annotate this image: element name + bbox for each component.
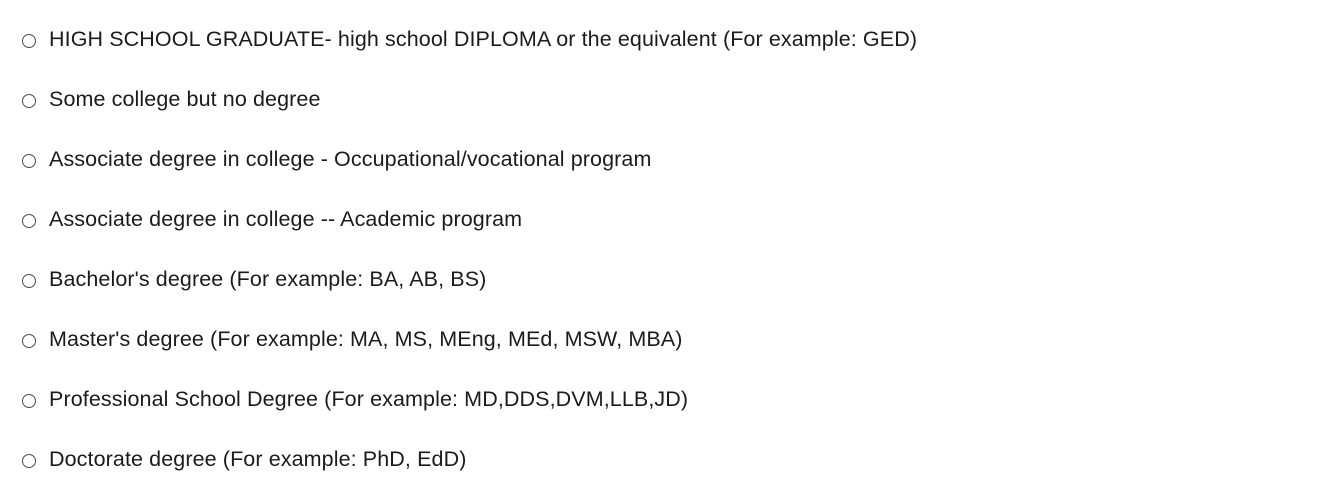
radio-button-icon[interactable] [22, 214, 36, 228]
radio-button-icon[interactable] [22, 154, 36, 168]
list-item[interactable] [0, 190, 1336, 250]
list-item[interactable] [0, 130, 1336, 190]
option-label: Associate degree in college - Occupational/vocational program [49, 147, 652, 172]
radio-button-icon[interactable] [22, 274, 36, 288]
list-item[interactable] [0, 10, 1336, 70]
option-label: Associate degree in college -- Academic program [49, 207, 523, 232]
radio-button-icon[interactable] [22, 334, 36, 348]
list-item[interactable] [0, 310, 1336, 370]
list-item[interactable] [0, 250, 1336, 310]
radio-button-icon[interactable] [22, 394, 36, 408]
list-item[interactable] [0, 70, 1336, 130]
option-label: Some college but no degree [49, 87, 321, 112]
list-item[interactable] [0, 430, 1336, 490]
option-label: Master's degree (For example: MA, MS, MEng, MEd, MSW, MBA) [49, 327, 683, 352]
option-label: Professional School Degree (For example: MD,DDS,DVM,LLB,JD) [49, 387, 689, 412]
radio-button-icon[interactable] [22, 454, 36, 468]
option-label: Bachelor's degree (For example: BA, AB, BS) [49, 267, 487, 292]
option-label: HIGH SCHOOL GRADUATE- high school DIPLOMA or the equivalent (For example: GED) [49, 27, 918, 52]
radio-button-icon[interactable] [22, 94, 36, 108]
list-item[interactable] [0, 370, 1336, 430]
radio-button-icon[interactable] [22, 34, 36, 48]
option-label: Doctorate degree (For example: PhD, EdD) [49, 447, 467, 472]
